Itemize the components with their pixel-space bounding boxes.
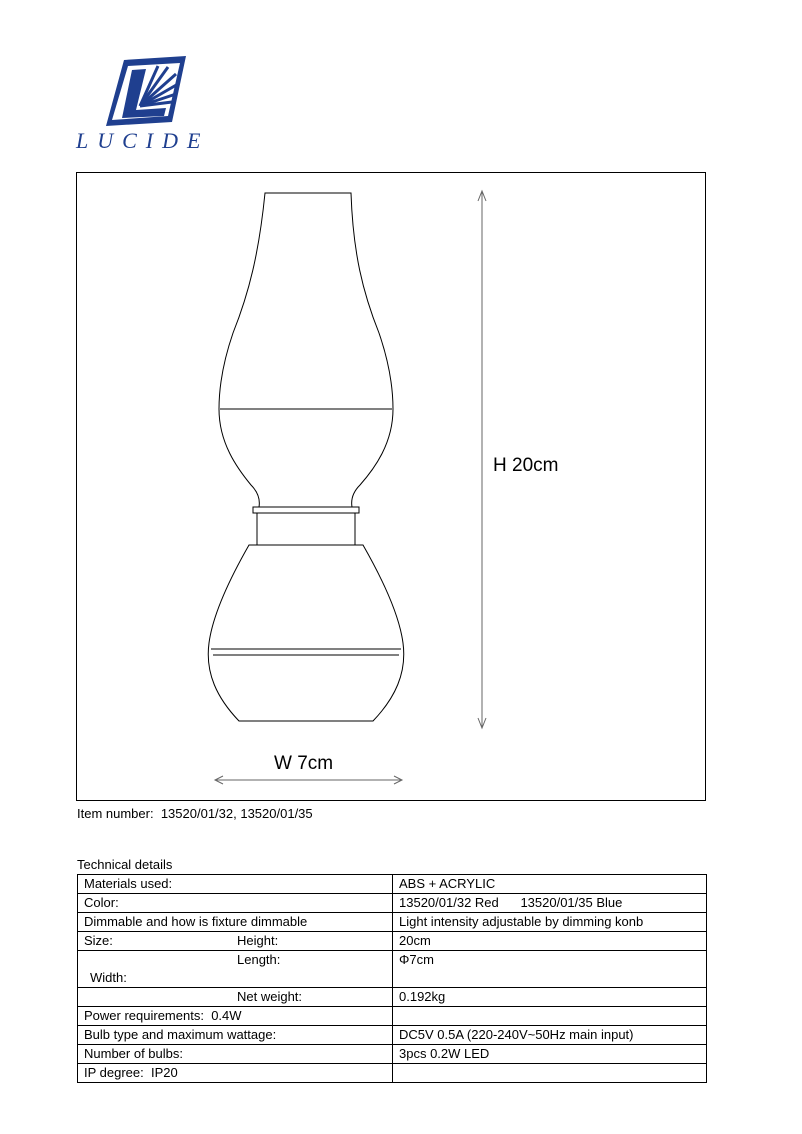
width-dimension-label: W 7cm bbox=[274, 753, 334, 774]
technical-details-title: Technical details bbox=[77, 857, 173, 872]
dimmable-label: Dimmable and how is fixture dimmable bbox=[78, 913, 393, 932]
ip-value: IP20 bbox=[151, 1065, 178, 1080]
width-label: Width: bbox=[90, 970, 127, 985]
table-row bbox=[78, 1007, 707, 1026]
power-value: 0.4W bbox=[211, 1008, 242, 1023]
technical-details-table bbox=[77, 874, 707, 1083]
table-row bbox=[78, 951, 707, 970]
ip-label: IP degree: bbox=[84, 1065, 144, 1080]
table-row bbox=[78, 932, 707, 951]
item-number-value: 13520/01/32, 13520/01/35 bbox=[160, 806, 313, 821]
width-label-cell bbox=[78, 969, 393, 988]
size-label-cell bbox=[78, 932, 393, 951]
table-row bbox=[78, 875, 707, 894]
table-row bbox=[78, 1026, 707, 1045]
brand-name: LUCIDE bbox=[76, 128, 210, 153]
materials-label: Materials used: bbox=[78, 875, 393, 894]
item-number-label: Item number: bbox=[77, 806, 154, 821]
dimmable-value: Light intensity adjustable by dimming konb bbox=[393, 913, 707, 932]
power-empty bbox=[393, 1007, 707, 1026]
table-row bbox=[78, 1045, 707, 1064]
ip-cell bbox=[78, 1064, 393, 1083]
num-bulbs-value: 3pcs 0.2W LED bbox=[393, 1045, 707, 1064]
table-row bbox=[78, 894, 707, 913]
color-value-blue: 13520/01/35 Blue bbox=[520, 895, 623, 910]
lamp-outline-drawing bbox=[77, 173, 707, 802]
height-dimension-label: H 20cm bbox=[493, 455, 559, 476]
height-label: Height: bbox=[237, 933, 279, 948]
table-row bbox=[78, 988, 707, 1007]
table-row bbox=[78, 1064, 707, 1083]
color-label: Color: bbox=[78, 894, 393, 913]
technical-drawing bbox=[76, 172, 706, 801]
power-cell bbox=[78, 1007, 393, 1026]
color-value bbox=[393, 894, 707, 913]
length-label: Length: bbox=[237, 952, 281, 967]
power-label: Power requirements: bbox=[84, 1008, 204, 1023]
bulb-type-label: Bulb type and maximum wattage: bbox=[78, 1026, 393, 1045]
net-weight-label-cell bbox=[78, 988, 393, 1007]
height-value: 20cm bbox=[393, 932, 707, 951]
bulb-type-value: DC5V 0.5A (220-240V~50Hz main input) bbox=[393, 1026, 707, 1045]
net-weight-label: Net weight: bbox=[237, 989, 303, 1004]
size-label: Size: bbox=[84, 933, 113, 948]
item-number bbox=[77, 806, 313, 821]
length-label-cell bbox=[78, 951, 393, 970]
color-value-red: 13520/01/32 Red bbox=[399, 895, 499, 910]
num-bulbs-label: Number of bulbs: bbox=[78, 1045, 393, 1064]
materials-value: ABS + ACRYLIC bbox=[393, 875, 707, 894]
length-value: Φ7cm bbox=[393, 951, 707, 988]
ip-empty bbox=[393, 1064, 707, 1083]
net-weight-value: 0.192kg bbox=[393, 988, 707, 1007]
table-row bbox=[78, 913, 707, 932]
